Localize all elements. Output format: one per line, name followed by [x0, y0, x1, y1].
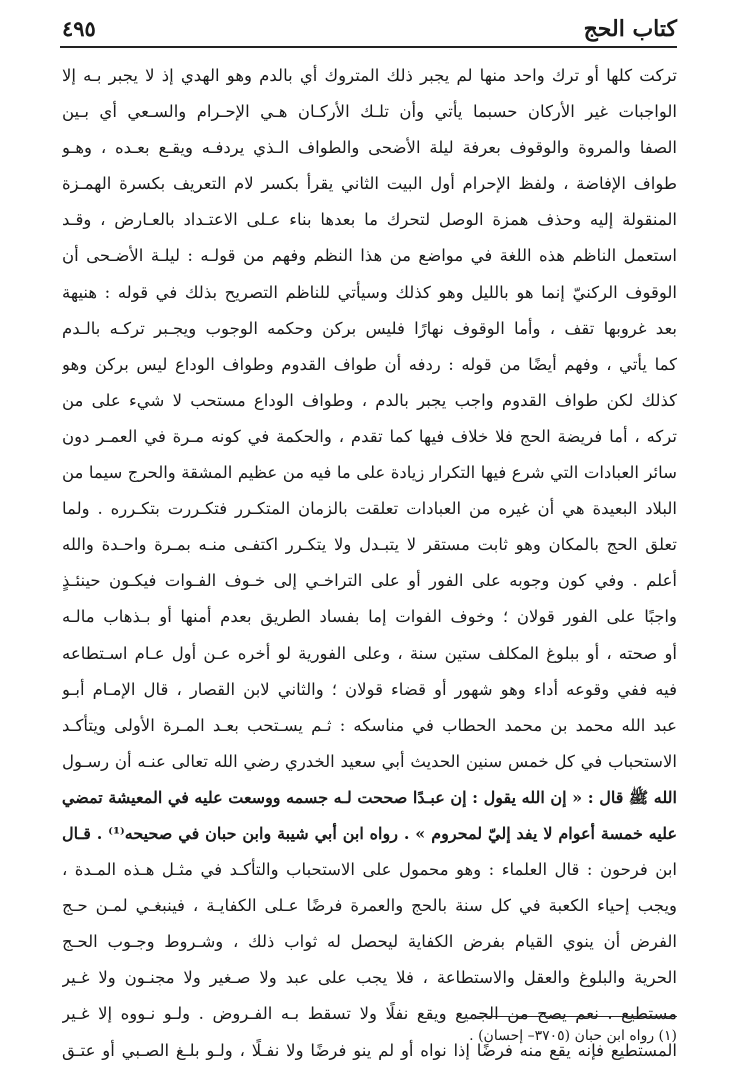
- text-line: تعلق الحج بالمكان وهو ثابت مستقر لا يتبـدل ولا يتكـرر اكتفـى منـه بمـرة واحـدة والله: [62, 535, 677, 555]
- text-line: بعد غروبها تقف ، وأما الوقوف نهارًا فليس بركن وحكمه الوجوب ويجـبر تركـه بالـدم: [62, 318, 677, 338]
- page-number: ٤٩٥: [62, 16, 96, 41]
- text-line: أو صحته ، أو ببلوغ المكلف ستين سنة ، وعلى الفورية لو أخره عـن أول عـام اسـتطاعه: [62, 643, 677, 663]
- text-line: استعمل الناظم هذه اللغة في مواضع من هذا النظم وفهم من قولـه : ليلـة الأضـحى أن: [62, 246, 677, 266]
- text-line: المستطيع فإنه يقع منه فرضًا إذا نواه أو لم ينو فرضًا ولا نفـلًا ، ولـو بلـغ الصـبي أو عتـق: [62, 1040, 677, 1060]
- hadith-line: الله ﷺ قال : « إن الله يقول : إن عبـدًا صححت لـه جسمه ووسعت عليه في المعيشة تمضي: [62, 787, 677, 807]
- text-line: البلاد البعيدة هي أن غيره من العبادات تعلقت بالزمان المتكـرر فتكـررت بتكـرره . ولما: [62, 499, 677, 519]
- text-line: المنقولة إليه وحذف همزة الوصل لتحرك ما بعدها بناء عـلى الاعتـداد بالعـارض ، وقـد: [62, 210, 677, 230]
- text-line: الوقوف الركنيّ إنما هو بالليل وهو كذلك وسيأتي للناظم التصريح بذلك في قوله : هنيهة: [62, 282, 677, 302]
- text-line: طواف الإفاضة ، ولفظ الإحرام أول البيت الثاني يقرأ بكسر لام التعريف بكسرة الهمـزة: [62, 174, 677, 194]
- text-line: فيه ففي وقوعه أداء وهو شهور أو قضاء قولان ؛ والثاني لابن القصار ، قال الإمـام أبـو: [62, 679, 677, 699]
- text-line: عبد الله محمد بن محمد الحطاب في مناسكه : ثـم يسـتحب بعـد المـرة الأولى ويتأكـد: [62, 715, 677, 735]
- text-line: كما يأتي ، وفهم أيضًا من قوله : ردفه أن طواف القدوم وطواف الوداع ليس بركن وهو: [62, 354, 677, 374]
- text-line: سائر العبادات التي شرع فيها التكرار زيادة على ما فيه من عظيم المشقة والحرج سيما من: [62, 463, 677, 483]
- text-line: ويجب إحياء الكعبة في كل سنة بالحج والعمرة فرضًا عـلى الكفايـة ، فينبغـي لمـن حـج: [62, 896, 677, 916]
- text-line: أعلم . وفي كون وجوبه على الفور أو على التراخـي إلى خـوف الفـوات فيكـون حينئـذٍ: [62, 571, 677, 591]
- header-rule: [60, 46, 677, 48]
- text-line: تركت كلها أو ترك واحد منها لم يجبر ذلك المتروك أي بالدم وهو الهدي إذ لا يجبر بـه إلا: [62, 66, 677, 85]
- body-text: [62, 58, 677, 1069]
- page-title: كتاب الحج: [583, 16, 677, 42]
- text-line: تركه ، أما فريضة الحج فلا خلاف فيها كما تقدم ، والحكمة في كونه مـرة في العمـر دون: [62, 426, 677, 446]
- text-line: كذلك لكن طواف القدوم واجب يجبر بالدم ، وطواف الوداع مستحب لا شيء على من: [62, 390, 677, 410]
- page-header: [62, 6, 677, 46]
- hadith-line: عليه خمسة أعوام لا يفد إليّ لمحروم » . رواه ابن أبي شيبة وابن حبان في صحيحه⁽¹⁾ . قـال: [62, 823, 677, 843]
- footnote-rule: [477, 1016, 677, 1017]
- text-line: الواجبات غير الأركان حسبما يأتي وأن تلـك الأركـان هـي الإحـرام والسـعي أي بـين: [62, 102, 677, 122]
- text-line: ابن فرحون : قال العلماء : وهو محمول على الاستحباب والتأكـد في مثـل هـذه المـدة ،: [62, 860, 677, 880]
- text-line: الصفا والمروة والوقوف بعرفة ليلة الأضحى والطواف الـذي يردفـه ويقـع بعـده ، وهـو: [62, 138, 677, 158]
- text-line: الحرية والبلوغ والعقل والاستطاعة ، فلا يجب على عبد ولا صـغير ولا مجنـون ولا غـير: [62, 968, 677, 988]
- text-line: الاستحباب في كل خمس سنين الحديث أبي سعيد الخدري رضي الله تعالى عنـه أن رسـول: [62, 751, 677, 771]
- text-line: مستطيع . نعم يصح من الجميع ويقع نفلًا ولا تسقط بـه الفـروض . ولـو نـووه إلا غـير: [62, 1004, 677, 1024]
- text-line: واجبًا على الفور قولان ؛ وخوف الفوات إما بفساد الطريق بعدم أمنها أو بـذهاب مالـه: [62, 607, 677, 627]
- footnote: (١) رواه ابن حبان (٣٧٠٥– إحسان) .: [469, 1028, 677, 1044]
- text-line: الفرض أن ينوي القيام بفرض الكفاية ليحصل له ثواب ذلك ، وشـروط وجـوب الحـج: [62, 932, 677, 952]
